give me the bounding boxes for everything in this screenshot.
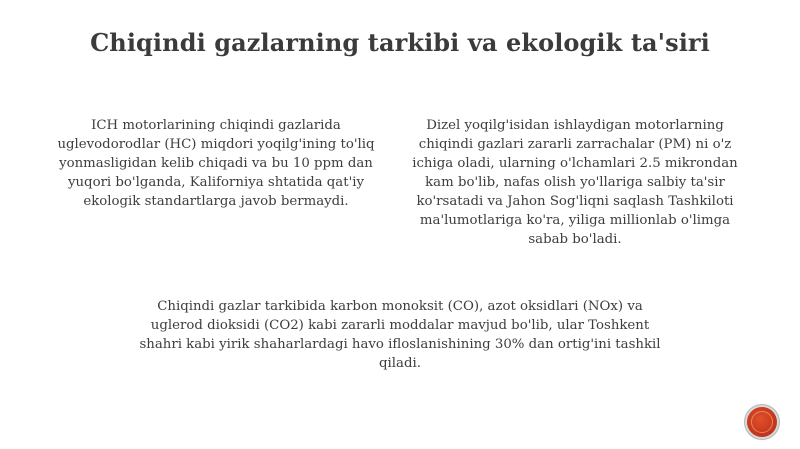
slide-title: Chiqindi gazlarning tarkibi va ekologik ta'siri <box>90 28 710 57</box>
paragraph-harmful-substances: Chiqindi gazlar tarkibida karbon monoksit (CO), azot oksidlari (NOx) va uglerod dioksidi (CO2) kabi zararli moddalar mavjud bo'lib, ular Toshkent shahri kabi yirik shaharlardagi havo ifloslanishining 30% dan ortig'ini tashkil qiladi. <box>139 299 661 371</box>
paragraph-diesel-particulates: Dizel yoqilg'isidan ishlaydigan motorlarning chiqindi gazlari zararli zarrachalar (PM) ni o'z ichiga oladi, ularning o'lchamlari 2.5 mikrondan kam bo'lib, nafas olish yo'llariga salbiy ta'sir ko'rsatadi va Jahon Sog'liqni saqlash Tashkiloti ma'lumotlariga ko'ra, yiliga millionlab o'limga sabab bo'ladi. <box>412 118 738 247</box>
paragraph-hydrocarbons: ICH motorlarining chiqindi gazlarida uglevodorodlar (HC) miqdori yoqilg'ining to'liq yonmasligidan kelib chiqadi va bu 10 ppm dan yuqori bo'lganda, Kaliforniya shtatida qat'iy ekologik standartlarga javob bermaydi. <box>57 118 375 209</box>
next-slide-button[interactable] <box>747 407 777 437</box>
